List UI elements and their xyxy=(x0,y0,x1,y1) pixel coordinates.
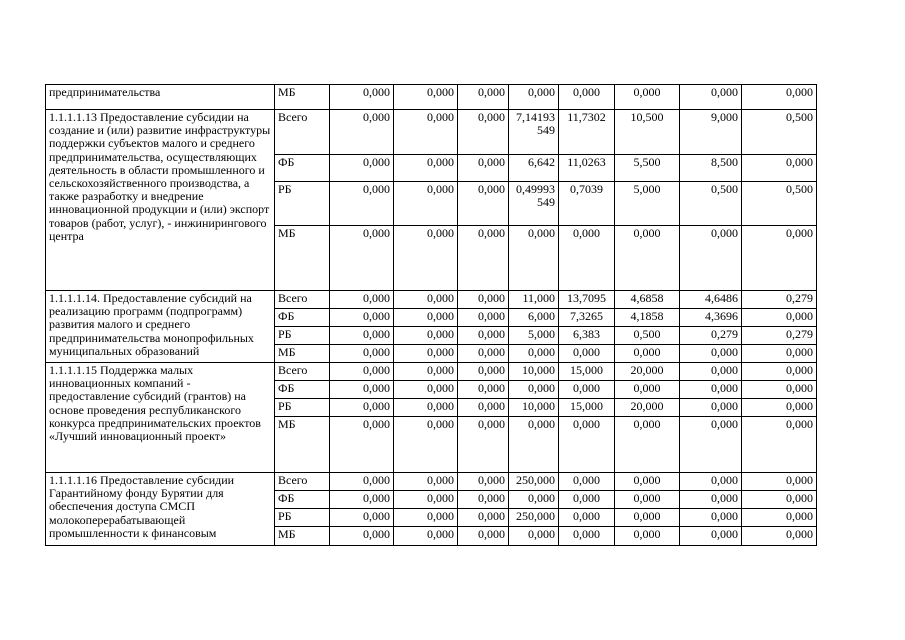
value-cell: 4,6858 xyxy=(615,291,680,309)
value-cell: 0,000 xyxy=(742,363,817,381)
value-cell: 5,000 xyxy=(509,327,559,345)
value-cell: 10,000 xyxy=(509,363,559,381)
value-cell: 0,49993 549 xyxy=(509,182,559,226)
measure-title: 1.1.1.1.16 Предоставление субсидии Гарантийному фонду Бурятии для обеспечения доступа СМСП молокоперерабатывающей промышленности к финансовым xyxy=(46,473,275,546)
value-cell: 5,000 xyxy=(615,182,680,226)
funding-source: Всего xyxy=(275,363,330,381)
value-cell: 0,000 xyxy=(458,291,509,309)
value-cell: 5,500 xyxy=(615,155,680,182)
value-cell: 250,000 xyxy=(509,473,559,491)
value-cell: 0,000 xyxy=(394,309,458,327)
value-cell: 15,000 xyxy=(559,399,615,417)
value-cell: 0,000 xyxy=(615,85,680,110)
value-cell: 0,000 xyxy=(509,527,559,546)
value-cell: 0,000 xyxy=(615,226,680,291)
value-cell: 0,000 xyxy=(680,491,742,509)
value-cell: 0,500 xyxy=(742,110,817,155)
value-cell: 0,000 xyxy=(615,417,680,473)
funding-source: МБ xyxy=(275,527,330,546)
value-cell: 0,000 xyxy=(330,327,394,345)
table-row xyxy=(46,473,817,491)
funding-source: РБ xyxy=(275,509,330,527)
value-cell: 0,000 xyxy=(330,381,394,399)
value-cell: 0,000 xyxy=(394,155,458,182)
value-cell: 0,000 xyxy=(742,345,817,363)
table-row xyxy=(46,291,817,309)
funding-source: ФБ xyxy=(275,155,330,182)
value-cell: 0,000 xyxy=(680,399,742,417)
value-cell: 0,000 xyxy=(330,509,394,527)
value-cell: 0,000 xyxy=(394,417,458,473)
value-cell: 250,000 xyxy=(509,509,559,527)
value-cell: 0,000 xyxy=(742,309,817,327)
value-cell: 0,000 xyxy=(680,85,742,110)
value-cell: 6,383 xyxy=(559,327,615,345)
value-cell: 11,7302 xyxy=(559,110,615,155)
value-cell: 0,000 xyxy=(559,85,615,110)
value-cell: 0,000 xyxy=(330,226,394,291)
funding-source: ФБ xyxy=(275,381,330,399)
value-cell: 0,000 xyxy=(509,226,559,291)
value-cell: 0,000 xyxy=(458,309,509,327)
value-cell: 0,000 xyxy=(458,509,509,527)
value-cell: 0,000 xyxy=(458,155,509,182)
value-cell: 0,000 xyxy=(680,509,742,527)
value-cell: 0,000 xyxy=(394,226,458,291)
value-cell: 7,14193 549 xyxy=(509,110,559,155)
value-cell: 0,000 xyxy=(394,363,458,381)
value-cell: 0,000 xyxy=(458,363,509,381)
value-cell: 0,000 xyxy=(680,345,742,363)
value-cell: 20,000 xyxy=(615,399,680,417)
value-cell: 0,000 xyxy=(458,527,509,546)
value-cell: 4,6486 xyxy=(680,291,742,309)
value-cell: 0,000 xyxy=(458,381,509,399)
value-cell: 0,000 xyxy=(742,85,817,110)
value-cell: 0,000 xyxy=(559,527,615,546)
value-cell: 0,500 xyxy=(680,182,742,226)
value-cell: 0,000 xyxy=(458,85,509,110)
value-cell: 0,000 xyxy=(742,399,817,417)
value-cell: 0,7039 xyxy=(559,182,615,226)
value-cell: 0,000 xyxy=(615,345,680,363)
funding-source: МБ xyxy=(275,85,330,110)
value-cell: 0,000 xyxy=(559,473,615,491)
value-cell: 0,000 xyxy=(615,527,680,546)
value-cell: 0,000 xyxy=(615,491,680,509)
funding-source: Всего xyxy=(275,110,330,155)
value-cell: 0,000 xyxy=(330,345,394,363)
value-cell: 0,000 xyxy=(394,291,458,309)
table-row xyxy=(46,85,817,110)
value-cell: 0,000 xyxy=(330,85,394,110)
table-row xyxy=(46,110,817,155)
value-cell: 0,000 xyxy=(330,527,394,546)
value-cell: 0,000 xyxy=(394,85,458,110)
value-cell: 0,000 xyxy=(330,399,394,417)
value-cell: 0,279 xyxy=(742,291,817,309)
value-cell: 0,000 xyxy=(394,527,458,546)
value-cell: 13,7095 xyxy=(559,291,615,309)
value-cell: 0,000 xyxy=(742,155,817,182)
funding-source: ФБ xyxy=(275,491,330,509)
value-cell: 0,000 xyxy=(559,509,615,527)
value-cell: 0,000 xyxy=(394,473,458,491)
value-cell: 0,000 xyxy=(394,182,458,226)
value-cell: 0,000 xyxy=(615,473,680,491)
value-cell: 0,000 xyxy=(330,182,394,226)
value-cell: 6,642 xyxy=(509,155,559,182)
funding-source: РБ xyxy=(275,182,330,226)
value-cell: 11,0263 xyxy=(559,155,615,182)
table-body xyxy=(46,85,817,546)
value-cell: 0,000 xyxy=(394,399,458,417)
value-cell: 8,500 xyxy=(680,155,742,182)
value-cell: 0,000 xyxy=(458,110,509,155)
value-cell: 0,000 xyxy=(559,226,615,291)
value-cell: 0,000 xyxy=(330,491,394,509)
value-cell: 0,000 xyxy=(330,309,394,327)
value-cell: 0,000 xyxy=(680,527,742,546)
value-cell: 0,000 xyxy=(509,85,559,110)
value-cell: 0,000 xyxy=(680,417,742,473)
value-cell: 10,500 xyxy=(615,110,680,155)
value-cell: 0,000 xyxy=(330,110,394,155)
value-cell: 11,000 xyxy=(509,291,559,309)
value-cell: 0,000 xyxy=(559,491,615,509)
value-cell: 0,000 xyxy=(394,110,458,155)
value-cell: 0,000 xyxy=(680,381,742,399)
value-cell: 0,500 xyxy=(615,327,680,345)
value-cell: 7,3265 xyxy=(559,309,615,327)
value-cell: 0,000 xyxy=(330,417,394,473)
value-cell: 0,000 xyxy=(458,417,509,473)
value-cell: 0,000 xyxy=(509,381,559,399)
budget-table xyxy=(45,84,817,546)
value-cell: 0,000 xyxy=(559,345,615,363)
value-cell: 0,000 xyxy=(615,381,680,399)
funding-source: МБ xyxy=(275,226,330,291)
funding-source: Всего xyxy=(275,291,330,309)
value-cell: 0,000 xyxy=(394,345,458,363)
value-cell: 0,000 xyxy=(559,381,615,399)
value-cell: 0,000 xyxy=(458,327,509,345)
value-cell: 15,000 xyxy=(559,363,615,381)
value-cell: 0,500 xyxy=(742,182,817,226)
value-cell: 0,000 xyxy=(394,491,458,509)
measure-title: предпринимательства xyxy=(46,85,275,110)
value-cell: 0,000 xyxy=(394,381,458,399)
value-cell: 10,000 xyxy=(509,399,559,417)
value-cell: 9,000 xyxy=(680,110,742,155)
funding-source: МБ xyxy=(275,345,330,363)
value-cell: 0,000 xyxy=(742,491,817,509)
funding-source: МБ xyxy=(275,417,330,473)
value-cell: 0,000 xyxy=(458,226,509,291)
value-cell: 0,000 xyxy=(394,509,458,527)
value-cell: 0,279 xyxy=(742,327,817,345)
value-cell: 0,000 xyxy=(742,527,817,546)
value-cell: 0,000 xyxy=(742,381,817,399)
value-cell: 0,000 xyxy=(680,473,742,491)
value-cell: 0,000 xyxy=(394,327,458,345)
funding-source: ФБ xyxy=(275,309,330,327)
value-cell: 0,000 xyxy=(509,417,559,473)
value-cell: 0,000 xyxy=(458,182,509,226)
value-cell: 0,000 xyxy=(680,226,742,291)
measure-title: 1.1.1.1.15 Поддержка малых инновационных компаний - предоставление субсидий (грантов) на основе проведения республиканского конкурса предпринимательских проектов «Лучший инновационный проект» xyxy=(46,363,275,473)
value-cell: 20,000 xyxy=(615,363,680,381)
value-cell: 0,000 xyxy=(615,509,680,527)
value-cell: 0,000 xyxy=(458,345,509,363)
funding-source: Всего xyxy=(275,473,330,491)
value-cell: 4,1858 xyxy=(615,309,680,327)
funding-source: РБ xyxy=(275,327,330,345)
value-cell: 0,000 xyxy=(680,363,742,381)
value-cell: 0,000 xyxy=(742,473,817,491)
funding-source: РБ xyxy=(275,399,330,417)
value-cell: 0,000 xyxy=(330,473,394,491)
value-cell: 0,000 xyxy=(559,417,615,473)
value-cell: 0,000 xyxy=(742,226,817,291)
value-cell: 0,000 xyxy=(458,491,509,509)
value-cell: 6,000 xyxy=(509,309,559,327)
value-cell: 0,000 xyxy=(509,345,559,363)
value-cell: 0,000 xyxy=(509,491,559,509)
value-cell: 0,000 xyxy=(330,363,394,381)
value-cell: 0,279 xyxy=(680,327,742,345)
value-cell: 0,000 xyxy=(330,155,394,182)
value-cell: 0,000 xyxy=(458,399,509,417)
value-cell: 0,000 xyxy=(742,417,817,473)
value-cell: 0,000 xyxy=(742,509,817,527)
measure-title: 1.1.1.1.14. Предоставление субсидий на реализацию программ (подпрограмм) развития малого и среднего предпринимательства монопрофильных муниципальных образований xyxy=(46,291,275,363)
value-cell: 0,000 xyxy=(458,473,509,491)
value-cell: 0,000 xyxy=(330,291,394,309)
measure-title: 1.1.1.1.13 Предоставление субсидии на создание и (или) развитие инфраструктуры поддержки субъектов малого и среднего предпринимательства, осуществляющих деятельность в области промышленного и сельскохозяйственного производства, а также разработку и внедрение инновационной продукции и (или) экспорт товаров (работ, услуг), - инжинирингового центра xyxy=(46,110,275,291)
value-cell: 4,3696 xyxy=(680,309,742,327)
table-row xyxy=(46,363,817,381)
